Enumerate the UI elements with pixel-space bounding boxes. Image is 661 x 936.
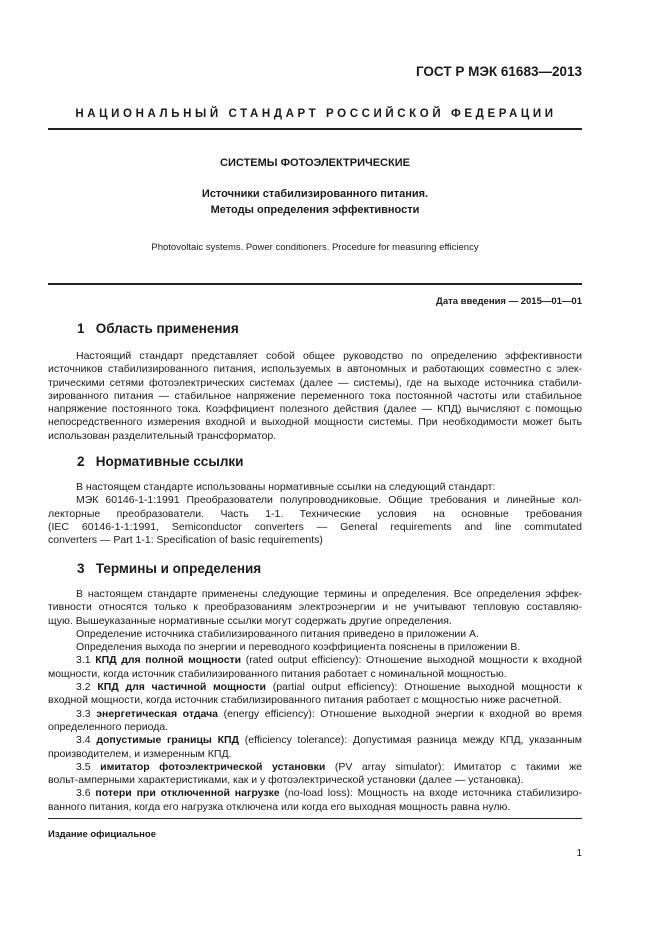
standard-subtitle: [48, 187, 582, 218]
section-title: Нормативные ссылки: [95, 454, 244, 469]
text-line: Определения выхода по энергии и переводного коэффициента пояснены в приложении В.: [76, 641, 521, 654]
english-title: Photovoltaic systems. Power conditioners. Procedure for measuring efficiency: [151, 242, 479, 253]
text-line: (IEC 60146-1-1:1991, Semiconductor converters — General requirements and line commutated: [48, 520, 582, 533]
effective-date: Дата введения — 2015—01—01: [436, 296, 582, 307]
subtitle-line: Источники стабилизированного питания.: [201, 188, 429, 200]
term-name: КПД для полной мощности: [95, 654, 242, 667]
term-number: 3.4: [76, 734, 91, 747]
section-title: Область применения: [95, 321, 239, 336]
edition-note: Издание официальное: [48, 829, 156, 840]
section-1-text: [48, 350, 582, 443]
term-number: 3.6: [76, 787, 91, 800]
text-line: тивности относятся только к преобразованиям электроэнергии и не учитывают тепловую составляю-: [48, 601, 582, 614]
term-definition-3-6: [48, 787, 582, 800]
section-number: 1: [77, 321, 85, 336]
title-rule: [48, 283, 582, 285]
term-definition-3-1: [48, 654, 582, 667]
section-heading-1: [77, 321, 239, 336]
term-text: (no-load loss): Мощность на входе источника стабилизиро-: [279, 787, 583, 800]
term-text: (efficiency tolerance): Допустимая разница между КПД, указанным: [239, 734, 582, 747]
footer-rule: [48, 818, 582, 819]
term-number: 3.2: [76, 681, 91, 694]
text-line: входной мощности, когда источник стабилизированного питания работает с мощностью ниже расчетной.: [48, 694, 562, 707]
term-number: 3.3: [76, 707, 91, 720]
text-line: непосредственного измерения входной и выходной мощности системы. При необходимости может быть: [48, 416, 582, 429]
text-line: источников стабилизированного питания, используемых в автономных и работающих совместно с элек-: [48, 363, 582, 376]
term-name: имитатор фотоэлектрической установки: [100, 760, 326, 773]
term-name: допустимые границы КПД: [96, 734, 240, 747]
text-line: Настоящий стандарт представляет собой общее руководство по определению эффективности: [76, 350, 582, 362]
text-line: использован разделительный трансформатор.: [48, 429, 277, 442]
text-line: щую. Вышеуказанные нормативные ссылки могут содержать другие определения.: [48, 614, 452, 627]
text-line: converters — Part 1-1: Specification of basic requirements): [48, 534, 323, 547]
term-text: (partial output efficiency): Отношение выходной мощности к: [266, 681, 582, 694]
text-line: напряжение постоянного тока. Коэффициент полезного действия (далее — КПД) вычисляют с помощью: [48, 403, 582, 416]
term-definition-3-3: [48, 708, 582, 721]
document-designation: ГОСТ Р МЭК 61683—2013: [415, 64, 582, 79]
text-line: мощности, когда источник стабилизированного питания работает с номинальной мощностью.: [48, 667, 507, 680]
term-number: 3.5: [76, 760, 91, 773]
text-line: трическими сетями фотоэлектрических системах (далее — системы), где на выходе источника стабили-: [48, 376, 582, 389]
text-line: В настоящем стандарте использованы нормативные ссылки на следующий стандарт:: [76, 481, 496, 493]
term-definition-3-5: [48, 761, 582, 774]
text-line: зированного питания — стабильное напряжение переменного тока постоянной частоты или стабильное: [48, 389, 582, 402]
term-definition-3-2: [48, 681, 582, 694]
text-line: лекторные преобразователи. Часть 1-1. Технические условия на основные требования: [48, 507, 582, 520]
section-3-text: [48, 588, 582, 814]
header-rule: [48, 128, 582, 130]
text-line: ванного питания, когда его нагрузка отключена или когда его выходная мощность равна нулю.: [48, 800, 511, 813]
section-number: 3: [77, 561, 85, 576]
subtitle-line: Методы определения эффективности: [210, 203, 420, 216]
term-number: 3.1: [76, 654, 91, 667]
term-name: энергетическая отдача: [96, 707, 219, 720]
section-heading-3: [77, 561, 261, 576]
section-number: 2: [77, 454, 85, 469]
term-text: (PV array simulator): Имитатор с такими же: [325, 760, 583, 773]
term-name: КПД для частичной мощности: [97, 681, 266, 694]
text-line: вольт-амперными характеристиками, как и у фотоэлектрической установки (далее — установка).: [48, 774, 524, 787]
text-line: определенного периода.: [48, 720, 169, 733]
text-line: МЭК 60146-1-1:1991 Преобразователи полупроводниковые. Общие требования и линейные кол-: [76, 494, 582, 507]
national-standard-banner: НАЦИОНАЛЬНЫЙ СТАНДАРТ РОССИЙСКОЙ ФЕДЕРАЦИИ: [75, 108, 557, 120]
text-line: Определение источника стабилизированного питания приведено в приложении А.: [76, 627, 479, 640]
text-line: производителем, и измеренным КПД.: [48, 747, 232, 760]
standard-title: СИСТЕМЫ ФОТОЭЛЕКТРИЧЕСКИЕ: [220, 157, 410, 169]
term-name: потери при отключенной нагрузке: [95, 787, 280, 800]
section-heading-2: [77, 454, 243, 469]
section-title: Термины и определения: [95, 561, 262, 576]
text-line: В настоящем стандарте применены следующие термины и определения. Все определения эффек-: [76, 588, 582, 600]
term-text: (rated output efficiency): Отношение выходной мощности к входной: [241, 654, 583, 667]
term-text: (energy efficiency): Отношение выходной энергии к входной во время: [218, 707, 582, 720]
section-2-text: [48, 481, 582, 547]
term-definition-3-4: [48, 734, 582, 747]
page-number: 1: [576, 848, 582, 859]
